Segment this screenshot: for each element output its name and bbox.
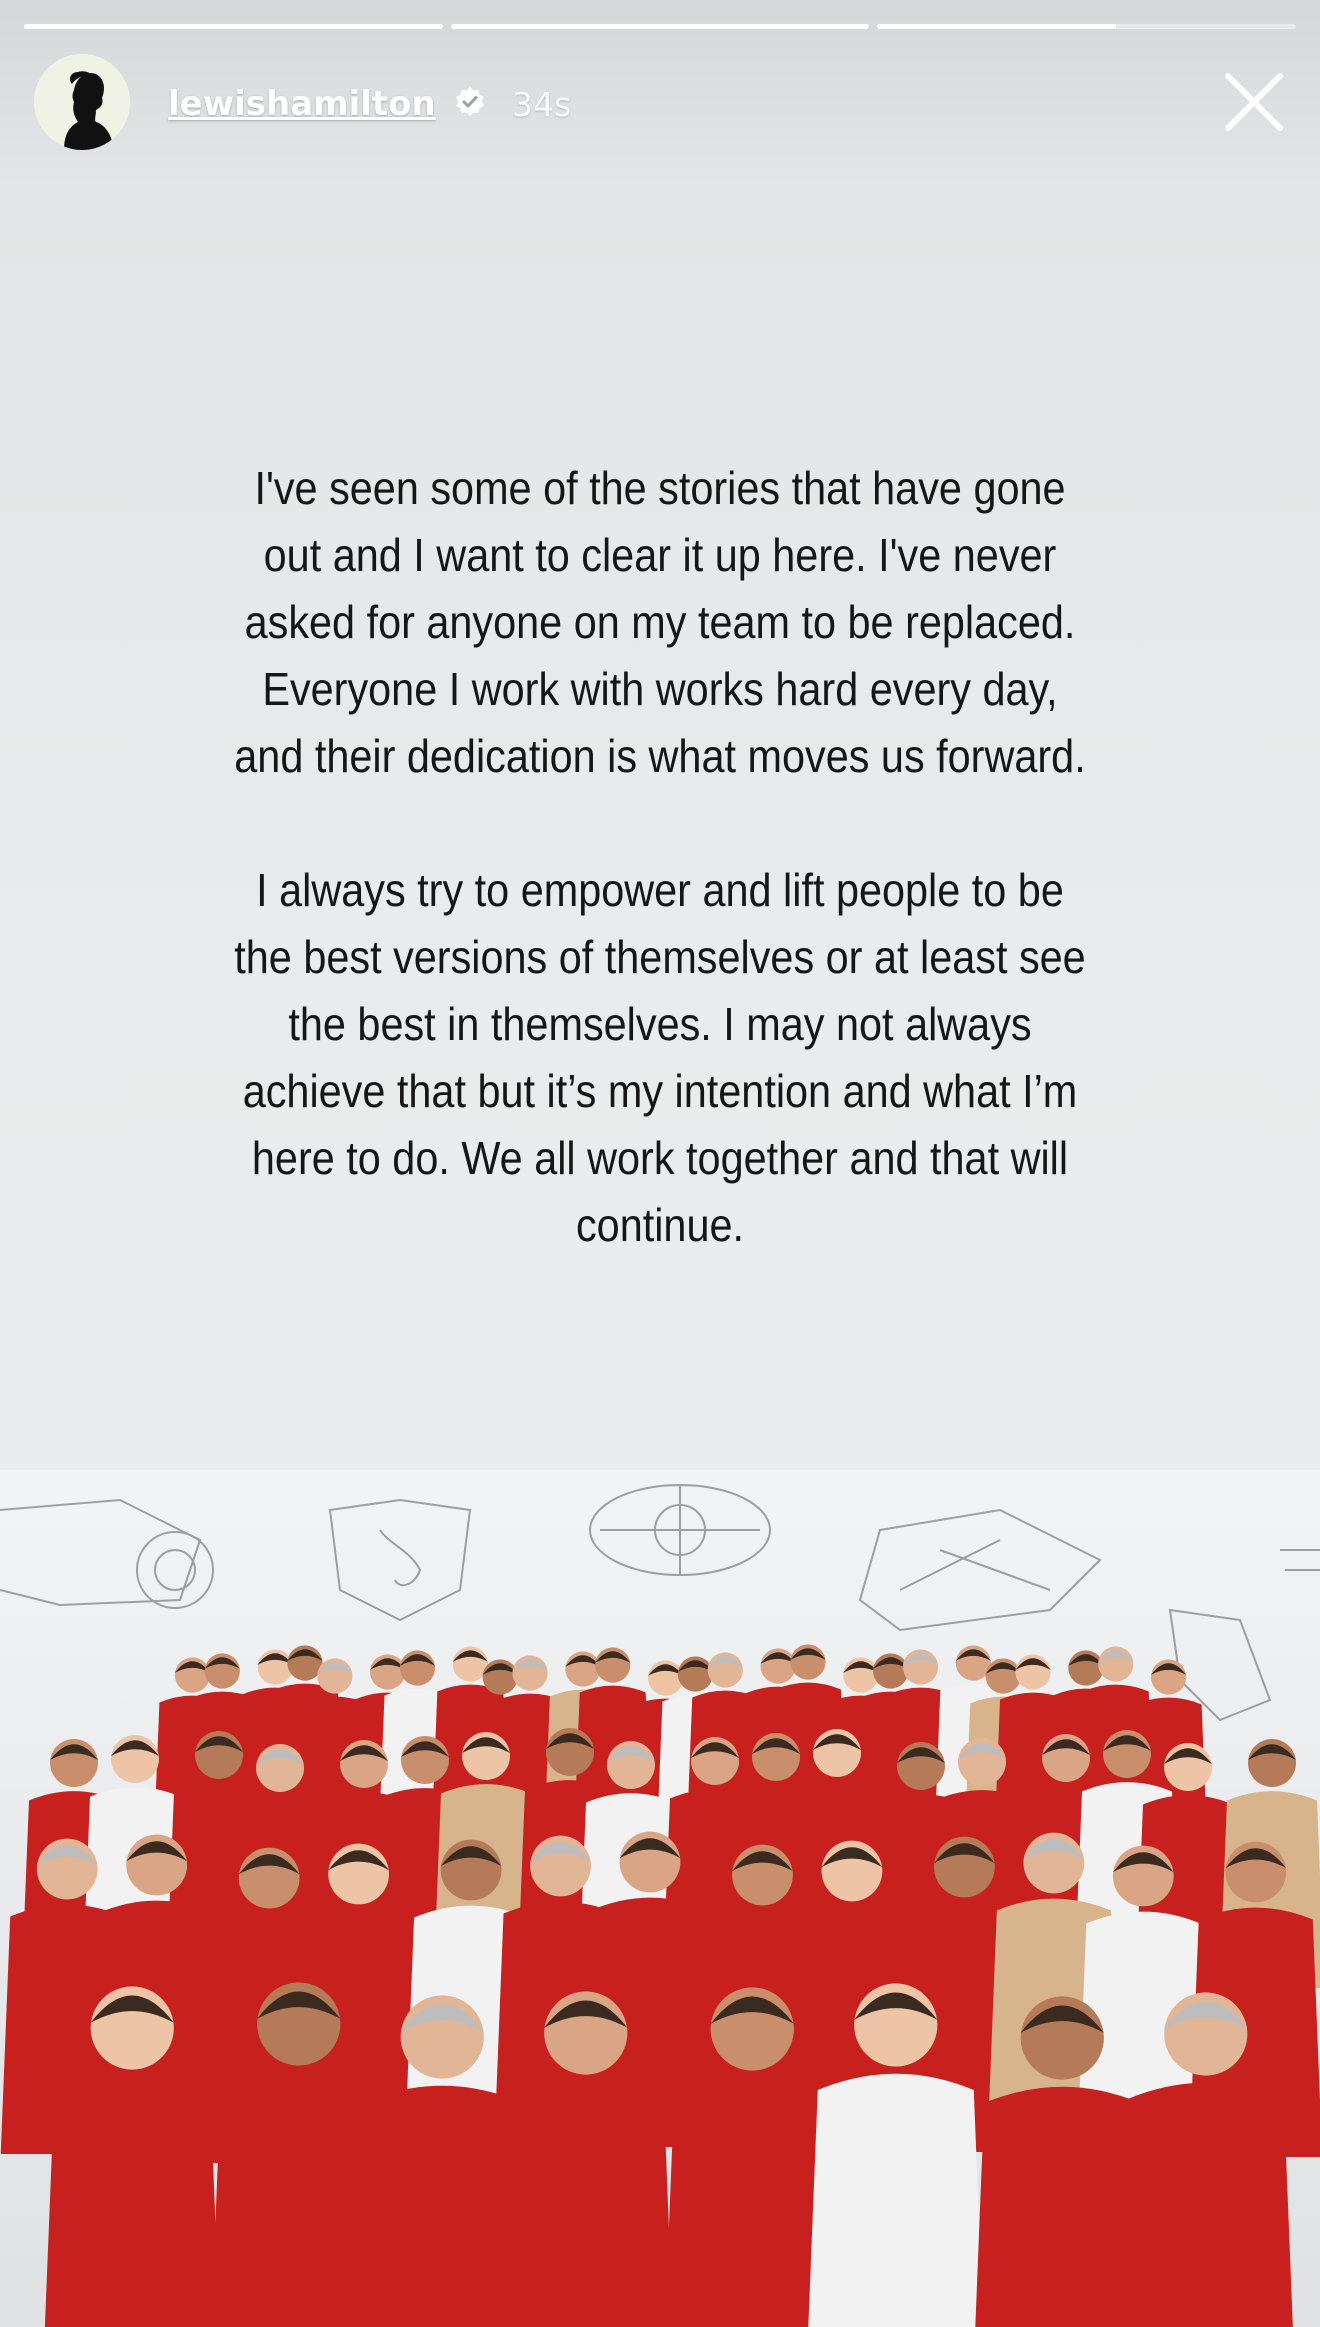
- close-button[interactable]: [1218, 66, 1290, 138]
- verified-badge-icon: [454, 86, 486, 118]
- team-photo: [0, 1470, 1320, 2327]
- story-header: [34, 54, 1290, 150]
- team-crowd: [0, 1470, 1320, 2327]
- username-link[interactable]: lewishamilton: [168, 84, 436, 124]
- progress-segment: [877, 24, 1296, 29]
- story-text: [228, 455, 1092, 1259]
- story-paragraph: I've seen some of the stories that have gone out and I want to clear it up here. I've never asked for anyone on my team to be replaced. Everyone I work with works hard every day, and their dedication is what moves us forward.: [234, 462, 1086, 782]
- close-icon: [1218, 66, 1290, 138]
- team-member-body: [495, 2082, 677, 2327]
- story-progress-bar: [24, 24, 1296, 29]
- team-member-body: [805, 2074, 987, 2327]
- story-paragraph: I always try to empower and lift people to be the best versions of themselves or at least see the best in themselves. I may not always achieve that but it’s my intention and what I’m here to do. We all work together and that will continue.: [234, 864, 1086, 1251]
- post-time: 34s: [512, 85, 572, 124]
- team-member-body: [1115, 2083, 1297, 2327]
- team-member-body: [41, 2077, 223, 2327]
- progress-segment: [24, 24, 443, 29]
- progress-segment: [451, 24, 870, 29]
- avatar[interactable]: [34, 54, 130, 150]
